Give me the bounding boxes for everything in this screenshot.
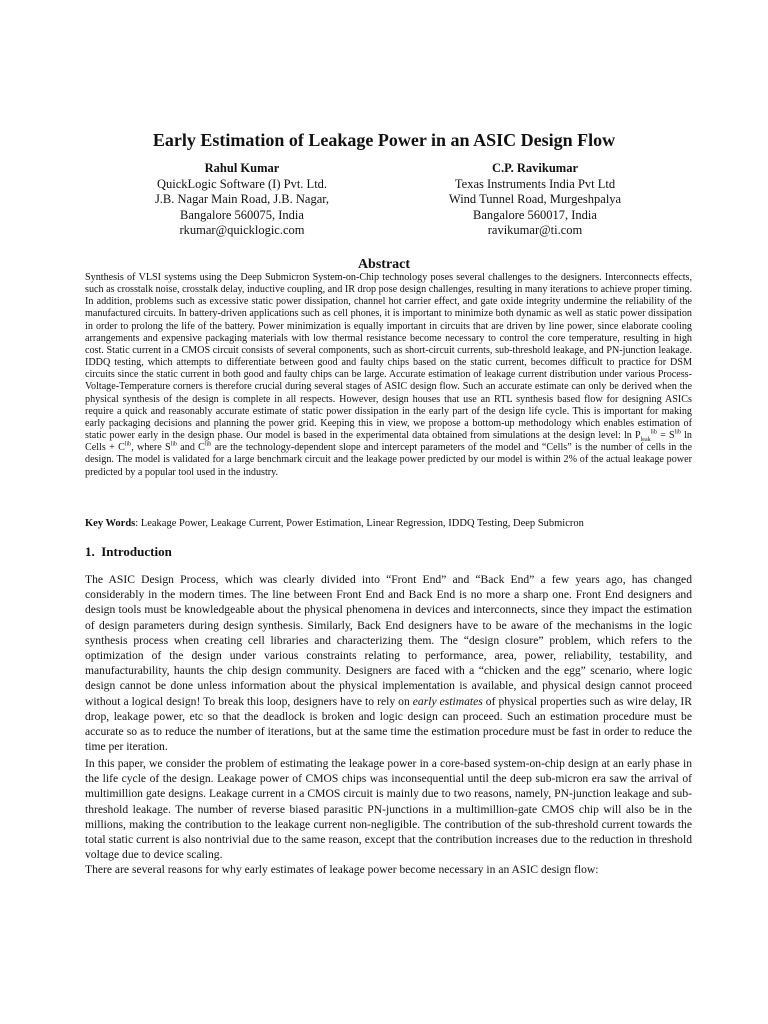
intro-paragraph-3: There are several reasons for why early estimates of leakage power become necessary in an ASIC design flow: — [85, 863, 599, 876]
section-number: 1. — [85, 544, 95, 559]
equation-part: ln Cells + C — [85, 430, 692, 454]
section-title: Introduction — [101, 544, 172, 559]
author-email: rkumar@quicklogic.com — [179, 223, 305, 237]
paragraph-text: The ASIC Design Process, which was clearly divided into “Front End” and “Back End” a few years ago, has changed considerably in the modern times. The line between Front End and Back End is no more a sharp one. Front End designers and design tools must be knowledgeable about the physical phenomena in devices and interconnects, since they impact the estimation of design parameters during design synthesis. Similarly, Back End designers have to be aware of the mechanisms in the logic synthesis process when creating cell libraries and characterizing them. The “design closure” problem, which refers to the optimization of the design under various constraints relating to performance, area, power, reliability, testability, and manufacturability, haunts the chip design community. Designers are faced with a “chicken and the egg” scenario, where logic design cannot be done unless information about the physical implementation is available, and physical design cannot proceed without a logical design! To break this loop, designers have to rely on — [85, 573, 692, 708]
equation-superscript-lib: lib — [124, 441, 132, 448]
equation-superscript-lib: lib — [170, 441, 177, 448]
paragraph-text: of physical properties such as wire delay, IR drop, leakage power, etc so that the deadlock is broken and logic design can proceed. Such an estimation procedure must be accurate so as to reduce the number of iterations, but at the same time the estimation procedure must be fast in order to reduce the time per iteration. — [85, 694, 692, 754]
equation-part: = S — [656, 430, 675, 442]
equation-part: , where S — [131, 442, 171, 454]
author-name: C.P. Ravikumar — [491, 161, 578, 175]
abstract-text-part-2: are the technology-dependent slope and intercept parameters of the model and “Cells” is the number of cells in the design. The model is validated for a large benchmark circuit and the leakage power predicted by our model is within 2% of the actual leakage power predicted by a popular tool used in the industry. — [85, 442, 692, 478]
author-block-1 — [112, 161, 372, 239]
equation-superscript-lib: lib — [674, 429, 681, 436]
keywords-label: Key Words — [85, 518, 136, 529]
author-address-line-2: Bangalore 560017, India — [473, 207, 597, 222]
intro-paragraph-2: In this paper, we consider the problem of estimating the leakage power in a core-based system-on-chip design at an early phase in the life cycle of the design. Leakage power of CMOS chips was inconsequential until the deep sub-micron era saw the arrival of multimillion gate designs. Leakage current in a CMOS circuit is mainly due to two reasons, namely, PN-junction leakage and sub-threshold leakage. The number of reverse biased parasitic PN-junctions in a multimillion-gate CMOS chip will also be in the millions, making the contribution to the leakage current non-negligible. The contribution of the sub-threshold current towards the total static current is also nontrivial due to the same reason, except that the contribution increases due to the reduction in threshold voltage due to device scaling. — [85, 757, 692, 862]
author-address-line-1: Wind Tunnel Road, Murgeshpalya — [448, 192, 622, 206]
paper-title: Early Estimation of Leakage Power in an ASIC Design Flow — [152, 130, 616, 150]
emphasis-text: early estimates — [412, 694, 483, 708]
author-address-line-1: J.B. Nagar Main Road, J.B. Nagar, — [154, 192, 330, 206]
keywords — [85, 517, 692, 530]
equation-superscript-lib: lib — [204, 441, 212, 448]
author-name: Rahul Kumar — [204, 161, 280, 175]
author-affiliation: Texas Instruments India Pvt Ltd — [454, 176, 616, 191]
equation-part: and C — [177, 442, 205, 454]
author-address-line-2: Bangalore 560075, India — [180, 207, 304, 222]
abstract-heading: Abstract — [357, 257, 411, 272]
abstract-text — [85, 272, 692, 479]
abstract-text-part-1: Synthesis of VLSI systems using the Deep Submicron System-on-Chip technology poses several challenges to the designers. Interconnects effects, such as crosstalk noise, crosstalk delay, inductive coupling, and IR drop pose design challenges, resulting in many iterations to achieve proper timing. In addition, problems such as excessive static power dissipation, channel hot carrier effect, and gate oxide integrity undermine the reliability of the manufactured circuits. In battery-driven applications such as cell phones, it is important to minimize both dynamic as well as static power dissipation in order to prolong the life of the battery. Power minimization is equally important in circuits that are driven by line power, since elaborate cooling arrangements and expensive packaging materials with low thermal resistance become necessary to control the core temperature, resulting in high cost. Static current in a CMOS circuit consists of several components, such as short-circuit currents, sub-threshold leakage, and PN-junction leakage. IDDQ testing, which attempts to differentiate between good and faulty chips based on the static current, becomes difficult to practice for DSM circuits since the static current in both good and faulty chips can be large. Accurate estimation of leakage current distribution under various Process-Voltage-Temperature corners is therefore crucial during several stages of ASIC design flow. Such an accurate estimate can only be derived when the physical synthesis of the design is complete in all respects. However, design houses that use an RTL synthesis based flow for designing ASICs require a quick and reasonably accurate estimate of static power dissipation in the early part of the design life cycle. This is important for making early packaging decisions and planning the power grid. Keeping this in view, we propose a bottom-up methodology which enables estimation of static power early in the design phase. Our model is based in the experimental data obtained from simulations at the design level: ln P — [85, 272, 692, 442]
author-affiliation: QuickLogic Software (I) Pvt. Ltd. — [156, 176, 328, 191]
intro-paragraph-1 — [85, 572, 692, 754]
equation-subscript-leak: leak — [640, 437, 651, 444]
equation-superscript-lib: lib — [650, 429, 657, 436]
author-email: ravikumar@ti.com — [487, 223, 583, 237]
author-block-2 — [405, 161, 665, 239]
section-heading-introduction — [85, 544, 172, 560]
keywords-list: : Leakage Power, Leakage Current, Power Estimation, Linear Regression, IDDQ Testing, Deep Submicron — [135, 518, 584, 529]
